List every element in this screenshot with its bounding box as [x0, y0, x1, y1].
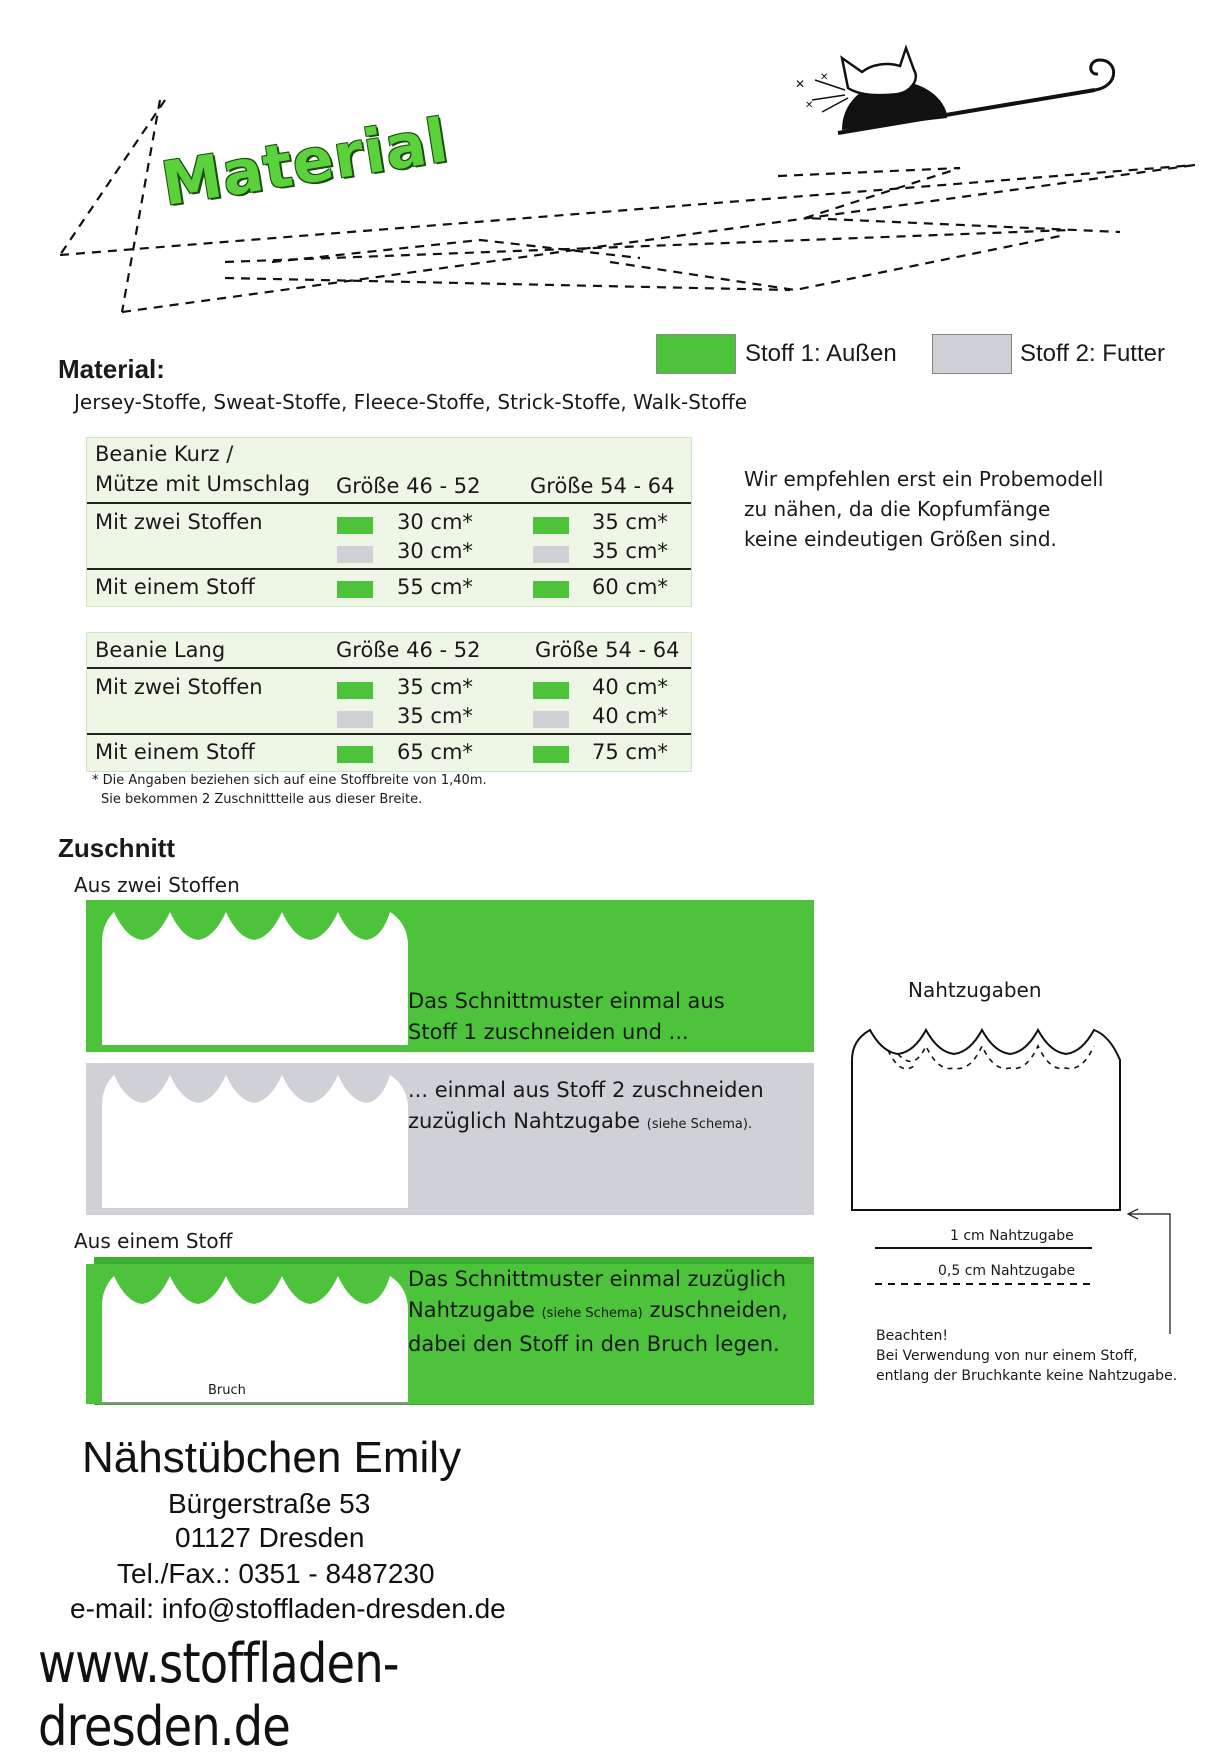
table-row	[87, 735, 691, 771]
material-heading: Material:	[58, 354, 165, 384]
row-label: Mit einem Stoff	[95, 740, 255, 764]
panel2-text	[408, 1075, 764, 1140]
swatch-stoff1	[337, 746, 373, 763]
table-header-row	[87, 438, 691, 504]
value-cell: 55 cm*	[397, 575, 473, 599]
panel1-line-2: Stoff 1 zuschneiden und ...	[408, 1020, 689, 1044]
table-row	[87, 504, 691, 570]
value-cell: 30 cm*	[397, 510, 473, 534]
shop-website: www.stoffladen-dresden.de	[38, 1632, 399, 1758]
shop-street: Bürgerstraße 53	[168, 1488, 371, 1519]
panel3-line-1: Das Schnittmuster einmal zuzüglich	[408, 1267, 787, 1291]
panel2-schema-ref: (siehe Schema).	[646, 1117, 753, 1132]
column-header-size-1: Größe 46 - 52	[336, 638, 481, 662]
column-header-size-2: Größe 54 - 64	[530, 474, 675, 498]
legend-label-stoff2: Stoff 2: Futter	[1020, 340, 1165, 367]
recommendation-line-1: Wir empfehlen erst ein Probemodell	[744, 467, 1104, 491]
seam-allowance-diagram	[840, 1010, 1200, 1350]
panel1-text	[408, 986, 725, 1048]
fabric-list: Jersey-Stoffe, Sweat-Stoffe, Fleece-Stoffe, Strick-Stoffe, Walk-Stoffe	[74, 390, 748, 414]
legend-swatch-stoff1	[656, 334, 736, 374]
one-fabric-label: Aus einem Stoff	[74, 1229, 233, 1253]
schema-note-line-2: Bei Verwendung von nur einem Stoff,	[876, 1348, 1138, 1364]
panel3-line-2	[408, 1295, 788, 1329]
swatch-stoff1	[533, 746, 569, 763]
swatch-stoff1	[533, 682, 569, 699]
table-header-row	[87, 633, 691, 669]
table-title-line-2: Mütze mit Umschlag	[95, 472, 311, 496]
schema-note-line-1: Beachten!	[876, 1328, 948, 1344]
schema-title: Nahtzugaben	[908, 978, 1042, 1002]
shop-city: 01127 Dresden	[175, 1522, 365, 1553]
table-beanie-kurz	[86, 437, 692, 607]
cutting-panel-stoff1	[86, 900, 814, 1052]
swatch-stoff1	[533, 581, 569, 598]
shop-phone: Tel./Fax.: 0351 - 8487230	[117, 1558, 435, 1589]
bruch-label: Bruch	[208, 1383, 246, 1398]
value-cell: 65 cm*	[397, 740, 473, 764]
value-cell: 60 cm*	[592, 575, 668, 599]
panel2-line-2	[408, 1106, 764, 1140]
table-row	[87, 570, 691, 606]
swatch-stoff2	[337, 546, 373, 563]
panel2-line-2-text: zuzüglich Nahtzugabe	[408, 1109, 641, 1133]
cutting-panel-one-fabric	[86, 1264, 814, 1404]
column-header-size-2: Größe 54 - 64	[535, 638, 680, 662]
swatch-stoff1	[337, 581, 373, 598]
swatch-stoff1	[337, 517, 373, 534]
swatch-stoff1	[337, 682, 373, 699]
shop-email: e-mail: info@stoffladen-dresden.de	[70, 1593, 506, 1624]
recommendation-line-2: zu nähen, da die Kopfumfänge	[744, 497, 1051, 521]
zuschnitt-heading: Zuschnitt	[58, 833, 175, 863]
table-row	[87, 669, 691, 735]
cutting-panel-stoff2	[86, 1063, 814, 1215]
value-cell: 30 cm*	[397, 539, 473, 563]
row-label: Mit einem Stoff	[95, 575, 255, 599]
svg-text:✕: ✕	[795, 77, 806, 91]
panel3-text	[408, 1264, 788, 1360]
panel3-schema-ref: (siehe Schema)	[541, 1306, 643, 1321]
table-title-line-1: Beanie Kurz /	[95, 442, 234, 466]
row-label: Mit zwei Stoffen	[95, 510, 263, 534]
swatch-stoff2	[533, 546, 569, 563]
svg-text:✕: ✕	[820, 72, 829, 83]
column-header-size-1: Größe 46 - 52	[336, 474, 481, 498]
value-cell: 35 cm*	[592, 539, 668, 563]
schema-note-line-3: entlang der Bruchkante keine Nahtzugabe.	[876, 1368, 1178, 1384]
footnote-line-2: Sie bekommen 2 Zuschnittteile aus dieser Breite.	[101, 792, 423, 807]
footnote-line-1: * Die Angaben beziehen sich auf eine Stoffbreite von 1,40m.	[92, 773, 487, 788]
row-label: Mit zwei Stoffen	[95, 675, 263, 699]
two-fabrics-label: Aus zwei Stoffen	[74, 873, 240, 897]
value-cell: 40 cm*	[592, 704, 668, 728]
panel3-line-3: dabei den Stoff in den Bruch legen.	[408, 1332, 780, 1356]
page-title: Material	[157, 105, 454, 220]
panel2-line-1: ... einmal aus Stoff 2 zuschneiden	[408, 1078, 764, 1102]
svg-text:✕: ✕	[805, 100, 814, 111]
schema-legend-05cm: 0,5 cm Nahtzugabe	[938, 1263, 1076, 1279]
schema-legend-1cm: 1 cm Nahtzugabe	[950, 1228, 1074, 1244]
table-title: Beanie Lang	[95, 638, 226, 662]
recommendation-line-3: keine eindeutigen Größen sind.	[744, 527, 1057, 551]
table-beanie-lang	[86, 632, 692, 772]
value-cell: 75 cm*	[592, 740, 668, 764]
value-cell: 35 cm*	[397, 704, 473, 728]
value-cell: 35 cm*	[397, 675, 473, 699]
cat-icon	[795, 48, 1114, 133]
panel3-line-2b: zuschneiden,	[649, 1298, 788, 1322]
swatch-stoff2	[533, 711, 569, 728]
value-cell: 35 cm*	[592, 510, 668, 534]
swatch-stoff1	[533, 517, 569, 534]
legend-swatch-stoff2	[932, 334, 1012, 374]
swatch-stoff2	[337, 711, 373, 728]
legend-label-stoff1: Stoff 1: Außen	[745, 340, 897, 367]
panel1-line-1: Das Schnittmuster einmal aus	[408, 989, 725, 1013]
panel3-line-2a: Nahtzugabe	[408, 1298, 535, 1322]
value-cell: 40 cm*	[592, 675, 668, 699]
shop-name: Nähstübchen Emily	[82, 1433, 462, 1482]
